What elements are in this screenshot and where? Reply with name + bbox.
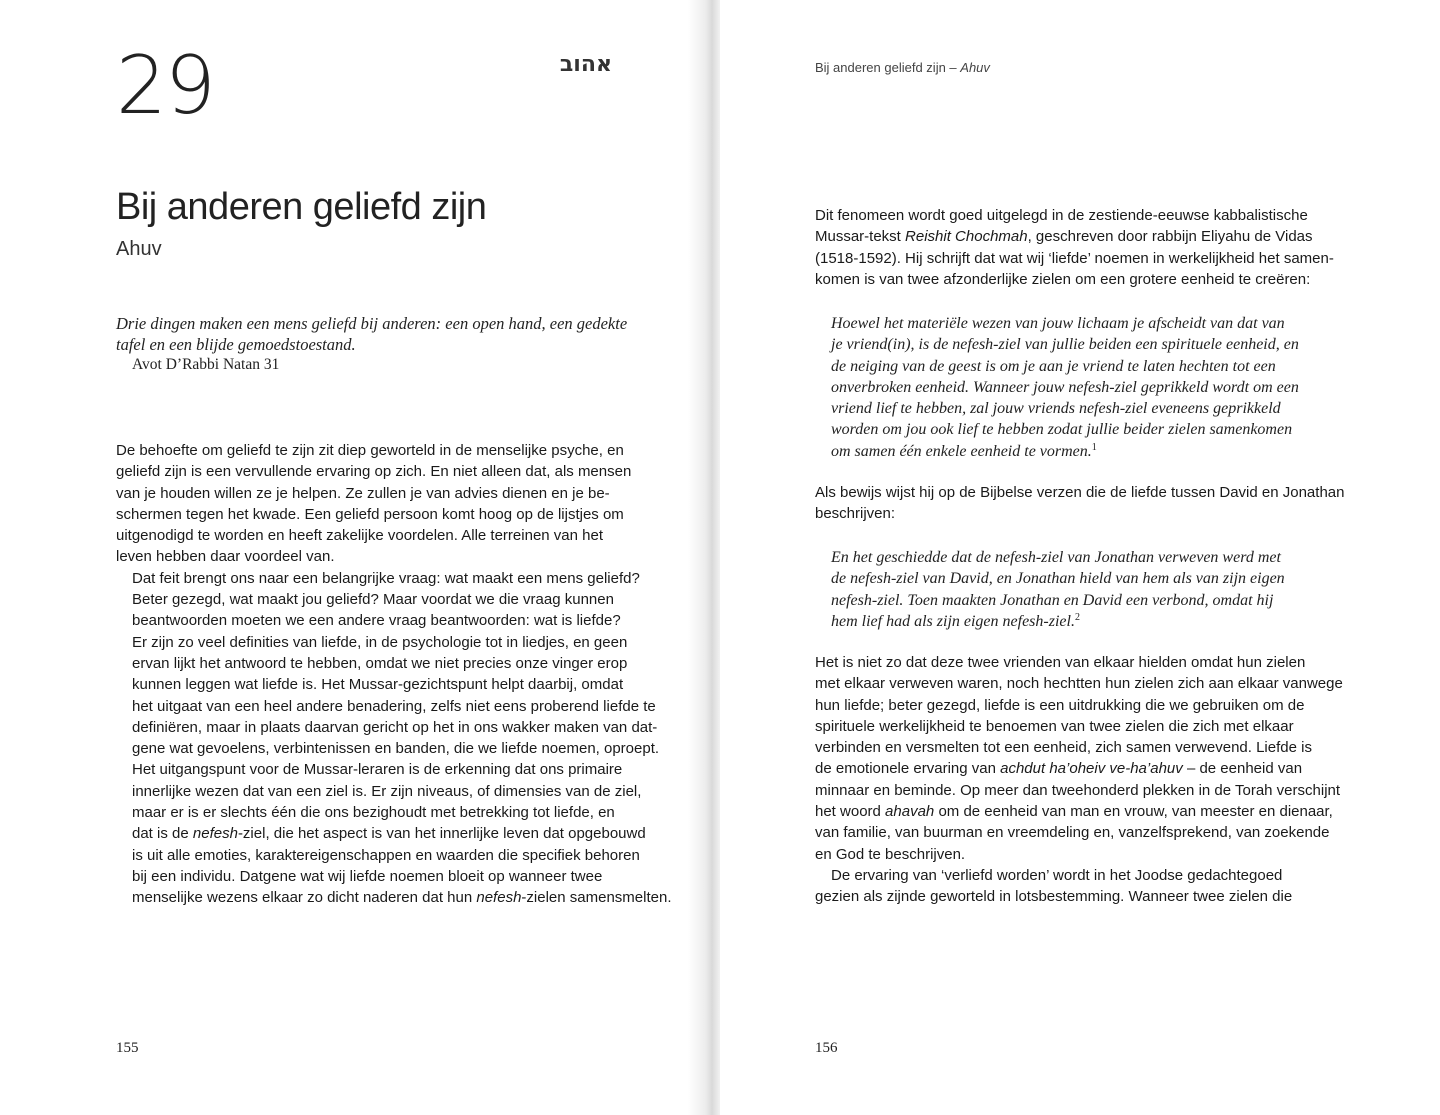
text-line	[815, 801, 1331, 822]
body-text-left	[116, 440, 672, 909]
text-run: hem lief had als zijn eigen nefesh-ziel.	[831, 612, 1075, 630]
quote-line	[831, 611, 1311, 632]
text-line: definiëren, maar in plaats daarvan gericht op het in ons wakker maken van dat-	[132, 718, 658, 736]
footnote-marker[interactable]: 2	[1074, 611, 1080, 623]
text-run: – de eenheid van	[1186, 760, 1303, 778]
paragraph	[815, 865, 1331, 908]
text-line: spirituele werkelijkheid te benoemen van twee zielen die zich met elkaar	[815, 717, 1294, 735]
paragraph	[116, 568, 640, 632]
text-line: Dit fenomeen wordt goed uitgelegd in de zestiende-eeuwse kabbalistische	[815, 207, 1308, 224]
text-line: leven hebben daar voordeel van.	[116, 548, 335, 566]
text-line: het uitgaat van een heel andere benadering, zelfs niet eens proberend liefde te	[132, 697, 656, 715]
text-line: van je houden willen ze je helpen. Ze zullen je van advies dienen en je be-	[116, 484, 610, 502]
text-line: gezien als zijnde geworteld in lotsbestemming. Wanneer twee zielen die	[815, 888, 1293, 906]
paragraph	[815, 205, 1334, 290]
body-text-right	[815, 652, 1343, 908]
text-line: en God te beschrijven.	[815, 845, 966, 863]
paragraph-text	[815, 205, 1334, 290]
paragraph-text	[815, 482, 1345, 525]
text-line: minnaar en beminde. Op meer dan tweehonderd plekken in de Torah verschijnt	[815, 781, 1341, 799]
running-header-italic: Ahuv	[960, 60, 990, 75]
chapter-subtitle: Ahuv	[116, 238, 162, 260]
italic-title: Reishit Chochmah	[905, 228, 1028, 246]
hebrew-chapter-word: אהוב	[559, 52, 612, 77]
text-line: schermen tegen het kwade. Een geliefd persoon komt hoog op de lijstjes om	[116, 505, 624, 523]
paragraph	[815, 652, 1343, 865]
text-line	[116, 887, 672, 908]
text-line: komen is van twee afzonderlijke zielen om een grotere eenheid te creëren:	[815, 270, 1311, 288]
quote-line	[831, 441, 1311, 462]
text-line	[116, 823, 646, 844]
quote-line: nefesh-ziel. Toen maakten Jonathan en David een verbond, omdat hij	[831, 591, 1274, 609]
chapter-title: Bij anderen geliefd zijn	[116, 186, 487, 228]
epigraph	[116, 313, 626, 356]
paragraph	[815, 482, 1345, 525]
text-line: innerlijke wezen dat van een ziel is. Er zijn niveaus, of dimensies van de ziel,	[132, 782, 642, 800]
text-line: Beter gezegd, wat maakt jou geliefd? Maar voordat we die vraag kunnen	[132, 591, 614, 609]
block-quote	[831, 547, 1311, 632]
running-header	[815, 60, 990, 75]
paragraph	[116, 759, 672, 908]
text-line: beantwoorden moeten we een andere vraag beantwoorden: wat is liefde?	[132, 612, 621, 630]
text-run: om samen één enkele eenheid te vormen.	[831, 442, 1092, 460]
text-line: Er zijn zo veel definities van liefde, in de psychologie tot in liedjes, en geen	[132, 633, 628, 651]
text-line: geliefd zijn is een vervullende ervaring op zich. En niet alleen dat, als mensen	[116, 463, 632, 481]
italic-term: achdut ha’oheiv ve-ha’ahuv	[1000, 760, 1183, 778]
text-line	[815, 226, 1325, 247]
text-run: menselijke wezens elkaar zo dicht naderen dat hun	[132, 889, 473, 907]
text-run: Mussar-tekst	[815, 228, 901, 246]
quote-line: vriend lief te hebben, zal jouw vriends nefesh-ziel eveneens geprikkeld	[831, 400, 1281, 418]
text-line: maar er is er slechts één die ons bezighoudt met betrekking tot liefde, en	[132, 804, 615, 822]
italic-term: nefesh	[192, 825, 238, 843]
epigraph-line: Drie dingen maken een mens geliefd bij anderen: een open hand, een gedekte	[116, 314, 628, 333]
text-line: (1518-1592). Hij schrijft dat wat wij ‘liefde’ noemen in werkelijkheid het samen-	[815, 249, 1334, 267]
quote-line: Hoewel het materiële wezen van jouw lichaam je afscheidt van dat van	[831, 315, 1285, 332]
text-run: , geschreven door rabbijn Eliyahu de Vidas	[1027, 228, 1313, 246]
text-line: verbinden en versmelten tot een eenheid, zich samen verwevend. Liefde is	[815, 739, 1312, 757]
text-line: De ervaring van ‘verliefd worden’ wordt in het Joodse gedachtegoed	[831, 866, 1283, 884]
text-run: dat is de	[132, 825, 189, 843]
epigraph-source: Avot D’Rabbi Natan 31	[132, 356, 280, 373]
epigraph-line: tafel en een blijde gemoedstoestand.	[116, 335, 356, 355]
text-run: -zielen samensmelten.	[521, 889, 672, 907]
italic-term: ahavah	[885, 803, 935, 821]
text-line: De behoefte om geliefd te zijn zit diep geworteld in de menselijke psyche, en	[116, 442, 624, 459]
text-line: bij een individu. Datgene wat wij liefde noemen bloeit op wanneer twee	[132, 867, 603, 885]
italic-term: nefesh	[476, 889, 522, 907]
chapter-number: 29	[116, 39, 214, 132]
text-line: Het is niet zo dat deze twee vrienden van elkaar hielden omdat hun zielen	[815, 654, 1306, 671]
text-line: met elkaar verweven waren, noch hechtten hun zielen zich aan elkaar vanwege	[815, 675, 1343, 693]
text-line: is uit alle emoties, karaktereigenschappen en waarden die specifiek behoren	[132, 846, 640, 864]
paragraph	[116, 632, 660, 760]
page-number-left: 155	[116, 1040, 139, 1056]
text-line: kunnen leggen wat liefde is. Het Mussar-gezichtspunt helpt daarbij, omdat	[132, 676, 624, 694]
text-line: Als bewijs wijst hij op de Bijbelse verzen die de liefde tussen David en Jonathan	[815, 484, 1345, 501]
text-line	[815, 758, 1331, 779]
text-line: Het uitgangspunt voor de Mussar-leraren is de erkenning dat ons primaire	[132, 761, 623, 779]
text-line: Dat feit brengt ons naar een belangrijke vraag: wat maakt een mens geliefd?	[132, 569, 640, 587]
quote-line: En het geschiedde dat de nefesh-ziel van Jonathan verweven werd met	[831, 549, 1281, 566]
quote-line: de nefesh-ziel van David, en Jonathan hield van hem als van zijn eigen	[831, 570, 1285, 588]
paragraph	[116, 440, 632, 568]
quote-line: worden om jou ook lief te hebben zodat jullie beider zielen samenkomen	[831, 421, 1293, 439]
text-run: -ziel, die het aspect is van het innerlijke leven dat opgebouwd	[237, 825, 646, 843]
text-run: de emotionele ervaring van	[815, 760, 996, 778]
page-number-right: 156	[815, 1040, 838, 1056]
text-line: gene wat gevoelens, verbintenissen en banden, die we liefde noemen, oproept.	[132, 740, 660, 758]
text-line: van familie, van buurman en vreemdeling en, vanzelfsprekend, van zoekende	[815, 824, 1330, 842]
text-line: hun liefde; beter gezegd, liefde is een uitdrukking die we gebruiken om de	[815, 696, 1305, 714]
quote-line: de neiging van de geest is om je aan je vriend te laten hechten tot een	[831, 357, 1276, 375]
text-line: beschrijven:	[815, 505, 896, 523]
text-line: uitgenodigd te worden en heeft zakelijke voordelen. Alle terreinen van het	[116, 527, 603, 545]
quote-line: je vriend(in), is de nefesh-ziel van jullie beiden een spirituele eenheid, en	[831, 336, 1299, 354]
block-quote	[831, 313, 1311, 462]
text-run: het woord	[815, 803, 881, 821]
quote-line: onverbroken eenheid. Wanneer jouw nefesh-ziel geprikkeld wordt om een	[831, 378, 1299, 396]
text-run: om de eenheid van man en vrouw, van meester en dienaar,	[938, 803, 1333, 821]
footnote-marker[interactable]: 1	[1091, 441, 1097, 453]
running-header-text: Bij anderen geliefd zijn –	[815, 60, 957, 75]
text-line: ervan lijkt het antwoord te hebben, omdat we niet precies onze vinger erop	[132, 654, 628, 672]
